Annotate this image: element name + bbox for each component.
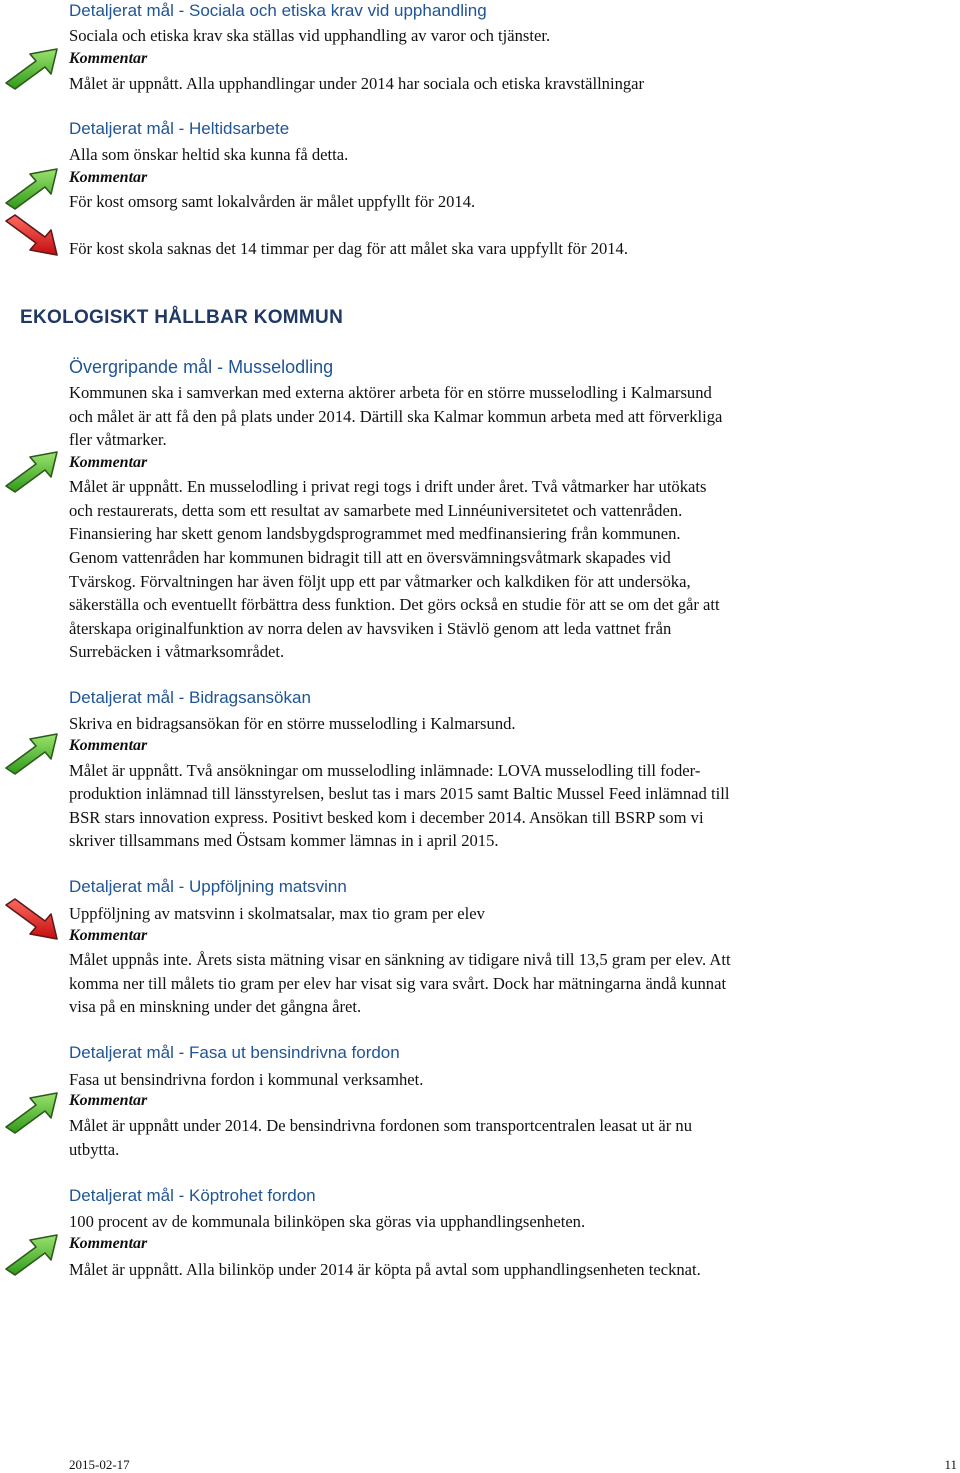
green-up-arrow-icon (2, 45, 62, 91)
page-number: 11 (944, 1457, 957, 1472)
goal-comment-line: säkerställa och eventuellt förbättra dess funktion. Det görs också en studie för att se om det går att (69, 595, 720, 614)
goal-title-koptrohet-fordon: Detaljerat mål - Köptrohet fordon (69, 1186, 316, 1205)
goal-comment-line: BSR stars innovation express. Positivt besked kom i december 2014. Ansökan till BSRP som vi (69, 808, 704, 827)
red-down-arrow-icon (2, 213, 62, 259)
section-heading: EKOLOGISKT HÅLLBAR KOMMUN (20, 307, 344, 328)
goal-description-line: fler våtmarker. (69, 430, 167, 449)
goal-title-heltidsarbete: Detaljerat mål - Heltidsarbete (69, 119, 290, 138)
goal-comment: För kost skola saknas det 14 timmar per dag för att målet ska vara uppfyllt för 2014. (69, 239, 628, 258)
kommentar-label: Kommentar (69, 454, 148, 471)
goal-description-line: och målet är att få den på plats under 2014. Därtill ska Kalmar kommun arbeta med att förverkliga (69, 407, 723, 426)
goal-comment-line: produktion inlämnad till länsstyrelsen, beslut tas i mars 2015 samt Baltic Mussel Feed inlämnad till (69, 784, 730, 803)
green-up-arrow-icon (2, 730, 62, 776)
goal-comment-line: och restaurerats, detta som ett resultat av samarbete med Linnéuniversitetet och vattenråden. (69, 501, 683, 520)
kommentar-label: Kommentar (69, 50, 148, 67)
goal-title-sociala-etiska-krav: Detaljerat mål - Sociala och etiska krav vid upphandling (69, 1, 487, 20)
goal-comment-line: komma ner till målets tio gram per elev har visat sig vara svårt. Dock har mätningarna ändå kunnat (69, 974, 727, 993)
goal-comment-line: Målet är uppnått under 2014. De bensindrivna fordonen som transportcentralen leasat ut är nu (69, 1116, 692, 1135)
goal-description: Skriva en bidragsansökan för en större musselodling i Kalmarsund. (69, 714, 516, 733)
green-up-arrow-icon (2, 165, 62, 211)
goal-comment-line: Målet är uppnått. Två ansökningar om musselodling inlämnade: LOVA musselodling till foder- (69, 761, 701, 780)
goal-comment-line: Genom vattenråden har kommunen bidragit till att en översvämningsvåtmark skapades vid (69, 548, 671, 567)
goal-comment-line: Målet är uppnått. En musselodling i privat regi togs i drift under året. Två våtmarker har utökats (69, 477, 707, 496)
goal-comment-line: utbytta. (69, 1140, 120, 1159)
red-down-arrow-icon (2, 897, 62, 943)
goal-description: Fasa ut bensindrivna fordon i kommunal verksamhet. (69, 1070, 424, 1089)
goal-description: Sociala och etiska krav ska ställas vid upphandling av varor och tjänster. (69, 26, 551, 45)
footer-date: 2015-02-17 (69, 1457, 130, 1472)
goal-comment: Målet är uppnått. Alla upphandlingar under 2014 har sociala och etiska kravställningar (69, 74, 645, 93)
goal-comment: För kost omsorg samt lokalvården är målet uppfyllt för 2014. (69, 192, 476, 211)
goal-title-matsvinn: Detaljerat mål - Uppföljning matsvinn (69, 877, 347, 896)
goal-comment-line: Tvärskog. Förvaltningen har även följt upp ett par våtmarker och kalkdiken för att undersöka, (69, 572, 691, 591)
goal-description: Alla som önskar heltid ska kunna få detta. (69, 145, 349, 164)
goal-comment: Målet är uppnått. Alla bilinköp under 2014 är köpta på avtal som upphandlingsenheten tecknat. (69, 1260, 701, 1279)
kommentar-label: Kommentar (69, 737, 148, 754)
goal-comment-line: Finansiering har skett genom landsbygdsprogrammet med medfinansiering från kommunen. (69, 524, 681, 543)
goal-title-bensindrivna-fordon: Detaljerat mål - Fasa ut bensindrivna fordon (69, 1043, 400, 1062)
goal-comment-line: Målet uppnås inte. Årets sista mätning visar en sänkning av tidigare nivå till 13,5 gram per elev. Att (69, 950, 731, 969)
goal-description-line: Kommunen ska i samverkan med externa aktörer arbeta för en större musselodling i Kalmarsund (69, 383, 712, 402)
green-up-arrow-icon (2, 1089, 62, 1135)
goal-description: 100 procent av de kommunala bilinköpen ska göras via upphandlingsenheten. (69, 1212, 586, 1231)
goal-title-bidragsansokan: Detaljerat mål - Bidragsansökan (69, 688, 311, 707)
green-up-arrow-icon (2, 1231, 62, 1277)
goal-comment-line: återskapa originalfunktion av norra delen av havsviken i Stävlö genom att leda vattnet från (69, 619, 672, 638)
goal-comment-line: Surrebäcken i våtmarksområdet. (69, 642, 285, 661)
kommentar-label: Kommentar (69, 1235, 148, 1252)
kommentar-label: Kommentar (69, 927, 148, 944)
goal-comment-line: skriver tillsammans med Östsam kommer lämnas in i april 2015. (69, 831, 499, 850)
kommentar-label: Kommentar (69, 169, 148, 186)
goal-title-musselodling: Övergripande mål - Musselodling (69, 357, 334, 377)
kommentar-label: Kommentar (69, 1092, 148, 1109)
green-up-arrow-icon (2, 448, 62, 494)
goal-description: Uppföljning av matsvinn i skolmatsalar, max tio gram per elev (69, 904, 485, 923)
goal-comment-line: visa på en minskning under det gångna året. (69, 997, 362, 1016)
